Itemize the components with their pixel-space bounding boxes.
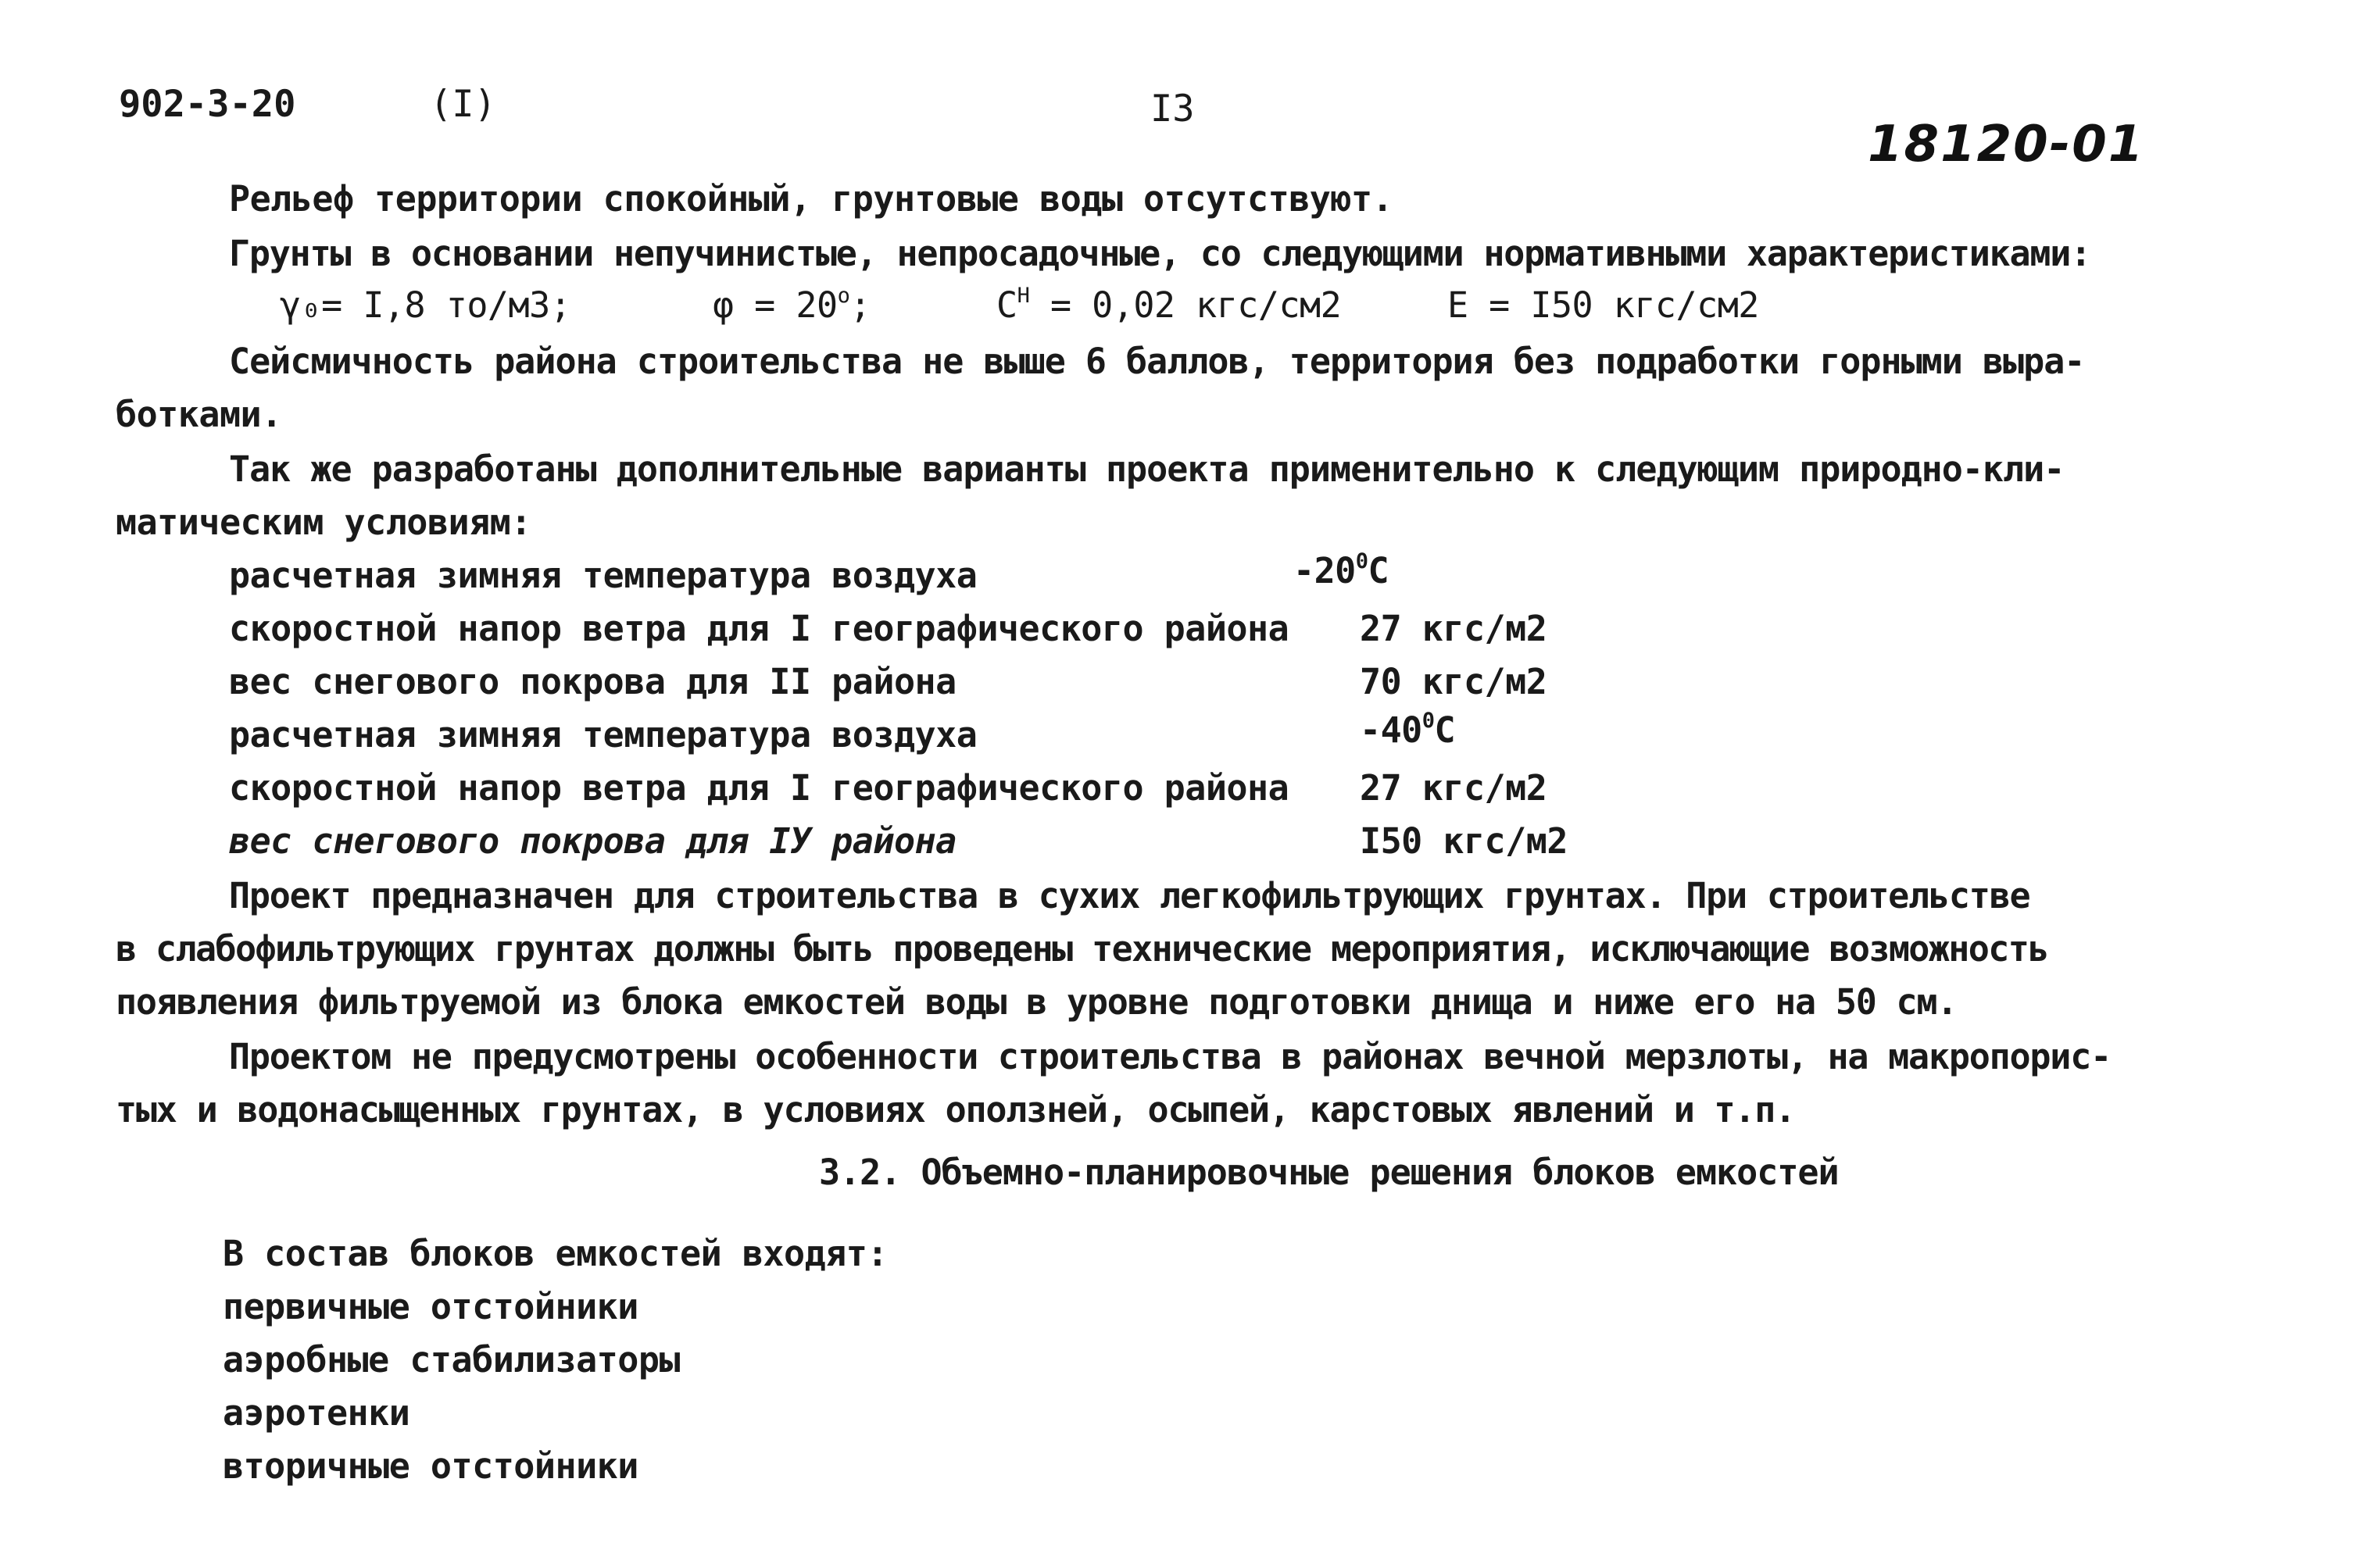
soil-phi: $\varphi = 20^o$;	[713, 284, 871, 326]
condition-value: 70 кгс/м2	[1360, 661, 1547, 702]
section-title: 3.2. Объемно-планировочные решения блоков емкостей	[819, 1152, 1839, 1193]
handwritten-code: 18120-01	[1868, 116, 2145, 173]
paragraph-purpose-line3: появления фильтруемой из блока емкостей воды в уровне подготовки днища и ниже его на 50 см.	[116, 981, 1958, 1023]
paragraph-soils: Грунты в основании непучинистые, непросадочные, со следующими нормативными характеристиками:	[229, 233, 2091, 274]
condition-label: вес снегового покрова для II района	[229, 661, 957, 702]
paragraph-exclusions-line1: Проектом не предусмотрены особенности строительства в районах вечной мерзлоты, на макропорис-	[229, 1036, 2111, 1077]
condition-label: расчетная зимняя температура воздуха	[229, 555, 978, 596]
condition-value: 27 кгс/м2	[1360, 608, 1547, 649]
doc-part: (I)	[430, 83, 496, 126]
page-number: I3	[1150, 88, 1195, 130]
component-item: первичные отстойники	[223, 1286, 638, 1327]
component-item: аэротенки	[223, 1392, 410, 1434]
condition-label: вес снегового покрова для IУ района	[229, 820, 957, 862]
condition-value: $-20^0C$	[1293, 549, 1389, 591]
paragraph-composition: В состав блоков емкостей входят:	[223, 1233, 888, 1274]
paragraph-purpose-line1: Проект предназначен для строительства в сухих легкофильтрующих грунтах. При строительстве	[229, 875, 2030, 916]
soil-gamma: γ₀= I,8 то/м3;	[280, 284, 571, 326]
condition-label: расчетная зимняя температура воздуха	[229, 714, 978, 755]
condition-value: $-40^0C$	[1360, 709, 1456, 751]
paragraph-purpose-line2: в слабофильтрующих грунтах должны быть проведены технические мероприятия, исключающие возможность	[116, 928, 2048, 970]
condition-label: скоростной напор ветра для I географического района	[229, 767, 1289, 809]
soil-cohesion: $C^Н = 0,02$ кгс/см2	[996, 284, 1342, 326]
component-item: вторичные отстойники	[223, 1445, 638, 1487]
condition-value: 27 кгс/м2	[1360, 767, 1547, 809]
paragraph-variants-line2: матическим условиям:	[116, 502, 531, 543]
paragraph-variants-line1: Так же разработаны дополнительные варианты проекта применительно к следующим природно-кли-	[229, 448, 2065, 490]
condition-value: I50 кгс/м2	[1360, 820, 1568, 862]
paragraph-exclusions-line2: тых и водонасыщенных грунтах, в условиях оползней, осыпей, карстовых явлений и т.п.	[116, 1089, 1796, 1130]
paragraph-seismic-line1: Сейсмичность района строительства не выше 6 баллов, территория без подработки горными выра-	[229, 341, 2085, 382]
component-item: аэробные стабилизаторы	[223, 1339, 681, 1380]
paragraph-relief: Рельеф территории спокойный, грунтовые воды отсутствуют.	[229, 178, 1393, 220]
paragraph-seismic-line2: ботками.	[116, 394, 282, 435]
condition-label: скоростной напор ветра для I географического района	[229, 608, 1289, 649]
doc-code: 902-3-20	[119, 83, 296, 126]
soil-modulus: E = I50 кгс/см2	[1447, 284, 1759, 326]
